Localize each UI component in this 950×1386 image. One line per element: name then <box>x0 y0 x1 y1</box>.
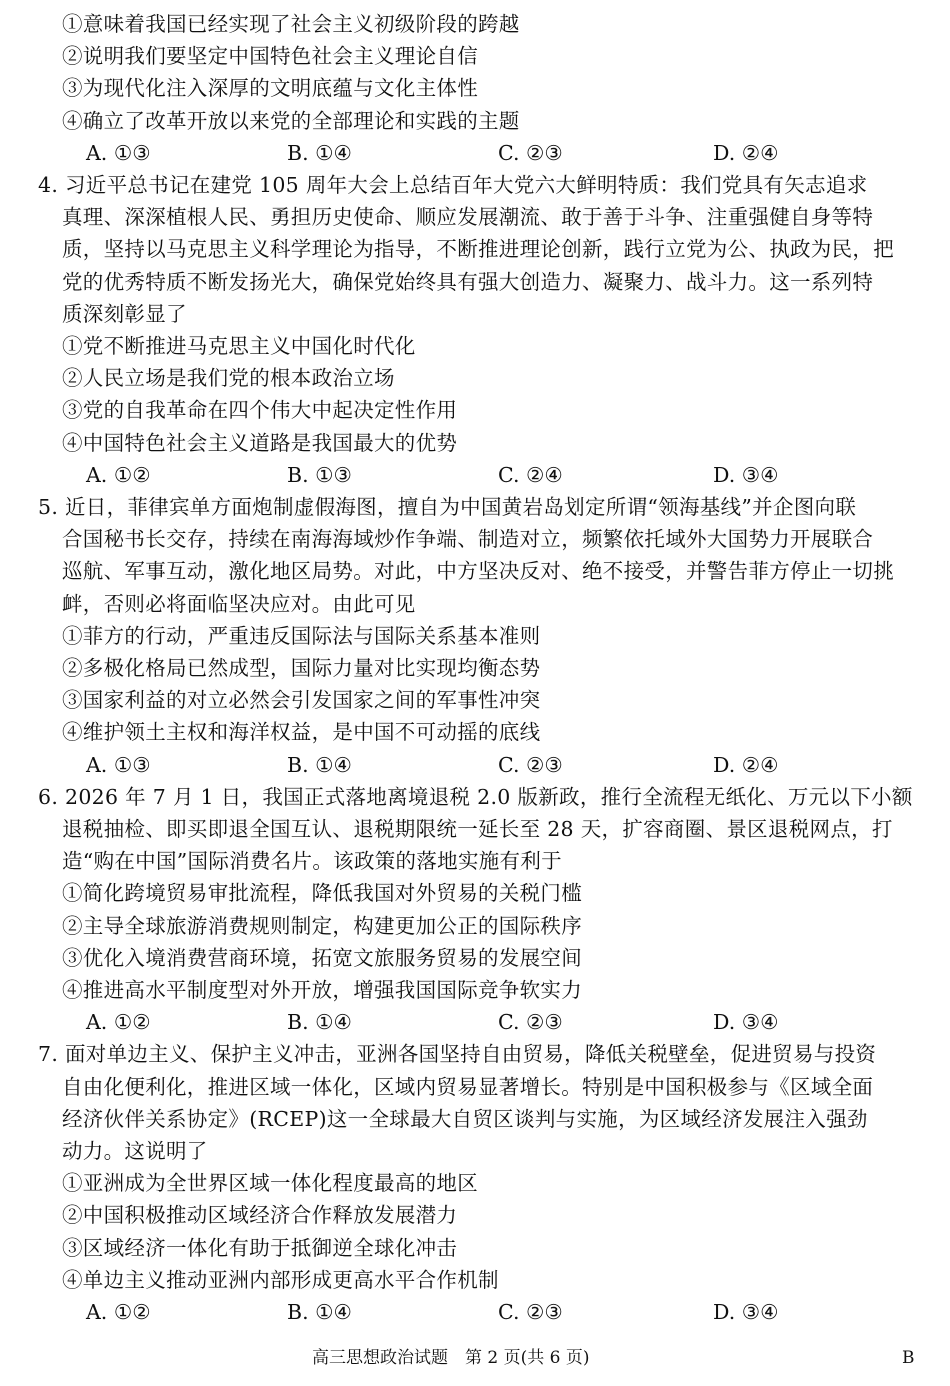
q6-statement: ①简化跨境贸易审批流程，降低我国对外贸易的关税门槛 <box>62 881 582 906</box>
q5-choice-c: C. ②③ <box>498 752 563 777</box>
q7-stem-line: 自由化便利化，推进区域一体化，区域内贸易显著增长。特别是中国积极参与《区域全面 <box>62 1074 874 1099</box>
q5-stem-line: 衅，否则必将面临坚决应对。由此可见 <box>62 591 416 616</box>
q5-choice-d: D. ②④ <box>713 752 779 777</box>
q4-stem-line: 质，坚持以马克思主义科学理论为指导，不断推进理论创新，践行立党为公、执政为民，把 <box>62 237 894 262</box>
q4-stem-line: 真理、深深植根人民、勇担历史使命、顺应发展潮流、敢于善于斗争、注重强健自身等特 <box>62 205 874 230</box>
q7-statement: ③区域经济一体化有助于抵御逆全球化冲击 <box>62 1235 458 1260</box>
q3-continued-choice-a: A. ①③ <box>86 140 151 165</box>
q7-statement: ①亚洲成为全世界区域一体化程度最高的地区 <box>62 1171 478 1196</box>
q3-continued-statement: ④确立了改革开放以来党的全部理论和实践的主题 <box>62 108 520 133</box>
q7-choice-b: B. ①④ <box>287 1300 352 1324</box>
q4-stem-line: 4. 习近平总书记在建党 105 周年大会上总结百年大党六大鲜明特质：我们党具有矢志追求 <box>38 173 868 197</box>
q5-stem-line: 5. 近日，菲律宾单方面炮制虚假海图，擅自为中国黄岩岛划定所谓“领海基线”并企图向联 <box>38 495 857 519</box>
footer-page-info: 高三思想政治试题 第 2 页(共 6 页) <box>312 1348 590 1368</box>
q7-stem-line: 动力。这说明了 <box>62 1139 208 1163</box>
q6-stem-line: 造“购在中国”国际消费名片。该政策的落地实施有利于 <box>62 849 562 874</box>
q4-stem-line: 质深刻彰显了 <box>62 301 187 326</box>
q6-stem-line: 退税抽检、即买即退全国互认、退税期限统一延长至 28 天，扩容商圈、景区退税网点，打 <box>62 817 893 841</box>
q6-choice-b: B. ①④ <box>287 1010 352 1035</box>
q5-choice-b: B. ①④ <box>287 752 352 777</box>
q4-statement: ④中国特色社会主义道路是我国最大的优势 <box>62 430 458 455</box>
q7-statement: ④单边主义推动亚洲内部形成更高水平合作机制 <box>62 1267 499 1292</box>
q3-continued-statement: ①意味着我国已经实现了社会主义初级阶段的跨越 <box>62 12 520 36</box>
q4-statement: ②人民立场是我们党的根本政治立场 <box>62 366 395 391</box>
q5-stem-line: 巡航、军事互动，激化地区局势。对此，中方坚决反对、绝不接受，并警告菲方停止一切挑 <box>62 559 894 584</box>
q5-choice-a: A. ①③ <box>86 752 151 777</box>
q3-continued-choice-c: C. ②③ <box>498 140 563 165</box>
q5-statement: ①菲方的行动，严重违反国际法与国际关系基本准则 <box>62 623 541 648</box>
q3-continued-choice-b: B. ①④ <box>287 140 352 165</box>
q3-continued-choice-d: D. ②④ <box>713 140 779 165</box>
q3-continued-statement: ②说明我们要坚定中国特色社会主义理论自信 <box>62 44 478 69</box>
q7-stem-line: 经济伙伴关系协定》(RCEP)这一全球最大自贸区谈判与实施，为区域经济发展注入强劲 <box>62 1106 868 1131</box>
q4-statement: ③党的自我革命在四个伟大中起决定性作用 <box>62 398 458 423</box>
q4-choice-d: D. ③④ <box>713 462 779 487</box>
q6-statement: ④推进高水平制度型对外开放，增强我国国际竞争软实力 <box>62 978 582 1002</box>
q4-choice-a: A. ①② <box>86 462 151 487</box>
q6-choice-c: C. ②③ <box>498 1010 563 1035</box>
q5-stem-line: 合国秘书长交存，持续在南海海域炒作争端、制造对立，频繁依托域外大国势力开展联合 <box>62 527 874 552</box>
q3-continued-statement: ③为现代化注入深厚的文明底蕴与文化主体性 <box>62 76 478 101</box>
q4-choice-c: C. ②④ <box>498 462 563 487</box>
q4-choice-b: B. ①③ <box>287 462 352 487</box>
q7-stem-line: 7. 面对单边主义、保护主义冲击，亚洲各国坚持自由贸易，降低关税壁垒，促进贸易与投资 <box>38 1042 877 1067</box>
q6-statement: ②主导全球旅游消费规则制定，构建更加公正的国际秩序 <box>62 913 582 938</box>
q4-stem-line: 党的优秀特质不断发扬光大，确保党始终具有强大创造力、凝聚力、战斗力。这一系列特 <box>62 269 874 294</box>
q5-statement: ②多极化格局已然成型，国际力量对比实现均衡态势 <box>62 656 541 680</box>
q7-choice-a: A. ①② <box>86 1300 151 1324</box>
footer-paper-version: B <box>902 1348 915 1368</box>
q7-statement: ②中国积极推动区域经济合作释放发展潜力 <box>62 1203 458 1228</box>
q7-choice-d: D. ③④ <box>713 1300 779 1324</box>
q6-stem-line: 6. 2026 年 7 月 1 日，我国正式落地离境退税 2.0 版新政，推行全流程无纸化、万元以下小额 <box>38 784 913 809</box>
q6-choice-a: A. ①② <box>86 1010 151 1035</box>
q6-choice-d: D. ③④ <box>713 1010 779 1035</box>
q7-choice-c: C. ②③ <box>498 1300 563 1324</box>
q6-statement: ③优化入境消费营商环境，拓宽文旅服务贸易的发展空间 <box>62 945 582 970</box>
q4-statement: ①党不断推进马克思主义中国化时代化 <box>62 334 416 358</box>
q5-statement: ④维护领土主权和海洋权益，是中国不可动摇的底线 <box>62 720 541 745</box>
q5-statement: ③国家利益的对立必然会引发国家之间的军事性冲突 <box>62 688 541 713</box>
